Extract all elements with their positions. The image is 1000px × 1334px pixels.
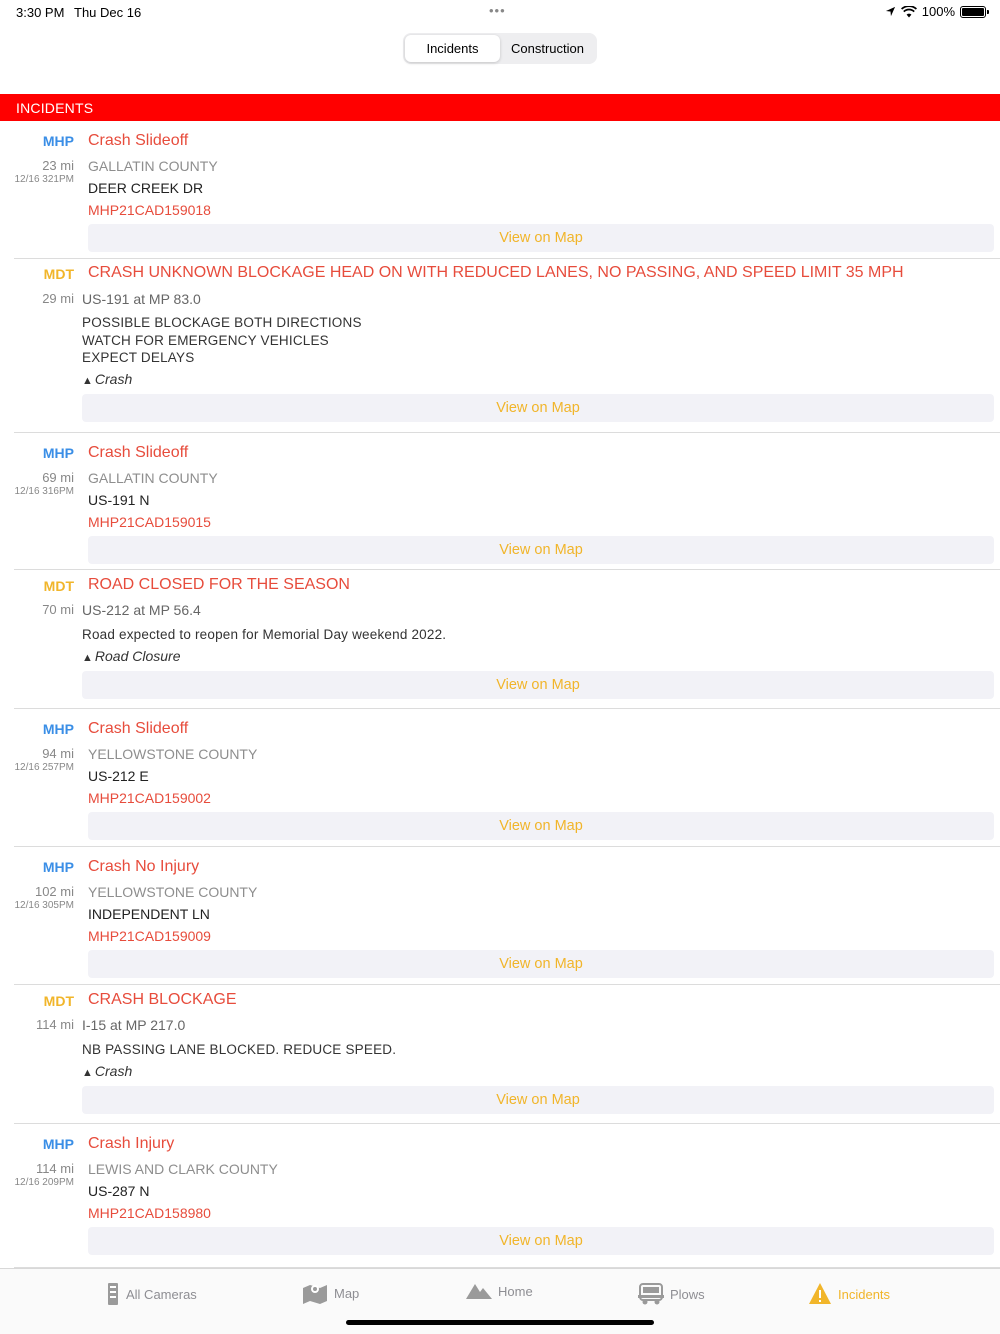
triangle-icon: ▲ xyxy=(82,375,93,387)
incident-distance: 114 mi xyxy=(35,1161,74,1176)
incident-case-id: MHP21CAD159009 xyxy=(88,928,211,944)
section-header-incidents: INCIDENTS xyxy=(0,94,1000,121)
incident-type-label: Crash xyxy=(94,1063,133,1079)
incident-description xyxy=(82,1041,396,1059)
tab-plows[interactable] xyxy=(638,1282,705,1306)
agency-label: MHP xyxy=(42,133,74,149)
tab-label: All Cameras xyxy=(126,1286,197,1302)
incident-case-id: MHP21CAD159018 xyxy=(88,202,211,218)
incident-distance: 70 mi xyxy=(42,602,74,617)
incident-title: Crash Slideoff xyxy=(88,720,189,737)
incident-distance: 114 mi xyxy=(35,1017,74,1032)
incident-datetime: 12/16 305PM xyxy=(14,900,74,911)
view-on-map-button[interactable]: View on Map xyxy=(88,812,994,840)
segment-incidents[interactable]: Incidents xyxy=(405,35,500,62)
agency-label: MHP xyxy=(42,721,74,737)
incident-type xyxy=(82,1063,132,1079)
plow-truck-icon xyxy=(638,1282,664,1306)
incident-row xyxy=(0,985,1000,1124)
incident-title: Crash Slideoff xyxy=(88,132,189,149)
description-line: NB PASSING LANE BLOCKED. REDUCE SPEED. xyxy=(82,1042,397,1057)
incident-distance: 23 mi xyxy=(42,158,74,173)
incident-location: US-212 at MP 56.4 xyxy=(82,602,201,618)
incident-distance: 102 mi xyxy=(34,884,74,899)
incident-title: CRASH BLOCKAGE xyxy=(88,991,237,1008)
view-on-map-button[interactable]: View on Map xyxy=(88,224,994,252)
incident-title: Crash Slideoff xyxy=(88,444,189,461)
incident-title: CRASH UNKNOWN BLOCKAGE HEAD ON WITH REDUCED LANES, NO PASSING, AND SPEED LIMIT 35 MPH xyxy=(88,264,904,281)
incident-distance: 94 mi xyxy=(42,746,74,761)
incident-road: US-287 N xyxy=(88,1183,150,1199)
camera-pole-icon xyxy=(106,1282,120,1306)
agency-label: MDT xyxy=(43,578,74,594)
status-indicators xyxy=(885,4,986,19)
tab-all-cameras[interactable] xyxy=(106,1282,197,1306)
tab-label: Home xyxy=(498,1283,533,1299)
description-line: Road expected to reopen for Memorial Day weekend 2022. xyxy=(82,627,447,642)
incident-datetime: 12/16 316PM xyxy=(14,486,74,497)
incident-type-label: Crash xyxy=(94,371,133,387)
status-bar xyxy=(0,0,1000,24)
map-icon xyxy=(302,1282,328,1304)
incidents-construction-toggle xyxy=(403,33,597,64)
tab-label: Map xyxy=(334,1285,360,1301)
agency-label: MHP xyxy=(42,859,74,875)
incident-row xyxy=(0,259,1000,433)
incident-description xyxy=(82,626,446,644)
wifi-icon xyxy=(901,6,917,18)
tab-label: Plows xyxy=(670,1286,705,1302)
battery-icon xyxy=(960,6,986,18)
incident-title: Crash Injury xyxy=(88,1135,175,1152)
incident-description xyxy=(82,314,362,367)
incident-road: DEER CREEK DR xyxy=(88,180,204,196)
status-time: 3:30 PM xyxy=(16,5,65,20)
view-on-map-button[interactable]: View on Map xyxy=(88,950,994,978)
incident-row xyxy=(0,121,1000,259)
view-on-map-button[interactable]: View on Map xyxy=(82,1086,994,1114)
incident-type xyxy=(82,371,132,387)
incident-datetime: 12/16 257PM xyxy=(14,762,74,773)
incident-title: Crash No Injury xyxy=(88,858,200,875)
incident-row xyxy=(0,1124,1000,1268)
incident-type-label: Road Closure xyxy=(94,648,181,664)
agency-label: MHP xyxy=(42,445,74,461)
agency-label: MDT xyxy=(43,266,74,282)
agency-label: MHP xyxy=(42,1136,74,1152)
tab-home[interactable] xyxy=(466,1282,533,1300)
incident-row xyxy=(0,847,1000,985)
incident-case-id: MHP21CAD159002 xyxy=(88,790,211,806)
agency-label: MDT xyxy=(43,993,74,1009)
incident-county: GALLATIN COUNTY xyxy=(88,470,218,486)
incident-row xyxy=(0,433,1000,570)
incident-datetime: 12/16 321PM xyxy=(14,174,74,185)
view-on-map-button[interactable]: View on Map xyxy=(82,671,994,699)
incident-road: INDEPENDENT LN xyxy=(88,906,210,922)
incident-row xyxy=(0,570,1000,709)
segment-construction[interactable]: Construction xyxy=(511,41,584,56)
description-line: WATCH FOR EMERGENCY VEHICLES xyxy=(82,332,329,348)
view-on-map-button[interactable]: View on Map xyxy=(82,394,994,422)
tab-map[interactable] xyxy=(302,1282,359,1304)
tab-label: Incidents xyxy=(838,1286,891,1302)
incident-location: US-191 at MP 83.0 xyxy=(82,291,201,307)
incident-county: LEWIS AND CLARK COUNTY xyxy=(88,1161,278,1177)
view-on-map-button[interactable]: View on Map xyxy=(88,1227,994,1255)
incident-datetime: 12/16 209PM xyxy=(14,1177,74,1188)
incident-distance: 69 mi xyxy=(42,470,74,485)
view-on-map-button[interactable]: View on Map xyxy=(88,536,994,564)
battery-percent: 100% xyxy=(921,4,955,19)
incident-location: I-15 at MP 217.0 xyxy=(82,1017,186,1033)
incident-county: YELLOWSTONE COUNTY xyxy=(88,884,258,900)
description-line: POSSIBLE BLOCKAGE BOTH DIRECTIONS xyxy=(82,315,362,330)
incident-case-id: MHP21CAD158980 xyxy=(88,1205,211,1221)
home-indicator[interactable] xyxy=(346,1320,654,1325)
mountains-icon xyxy=(466,1282,492,1300)
status-date: Thu Dec 16 xyxy=(74,5,142,20)
incident-case-id: MHP21CAD159015 xyxy=(88,514,211,530)
description-line: EXPECT DELAYS xyxy=(82,350,195,365)
incident-county: GALLATIN COUNTY xyxy=(88,158,218,174)
multitasking-dots[interactable]: ••• xyxy=(489,3,506,18)
incident-list[interactable] xyxy=(0,121,1000,1268)
warning-icon xyxy=(808,1282,832,1306)
incident-road: US-191 N xyxy=(88,492,150,508)
incident-type xyxy=(82,648,181,664)
tab-incidents[interactable] xyxy=(808,1282,890,1306)
incident-title: ROAD CLOSED FOR THE SEASON xyxy=(88,576,350,593)
incident-distance: 29 mi xyxy=(42,291,74,306)
triangle-icon: ▲ xyxy=(82,652,93,664)
triangle-icon: ▲ xyxy=(82,1067,93,1079)
incident-row xyxy=(0,709,1000,847)
incident-road: US-212 E xyxy=(88,768,149,784)
incident-county: YELLOWSTONE COUNTY xyxy=(88,746,258,762)
location-arrow-icon xyxy=(885,6,896,17)
